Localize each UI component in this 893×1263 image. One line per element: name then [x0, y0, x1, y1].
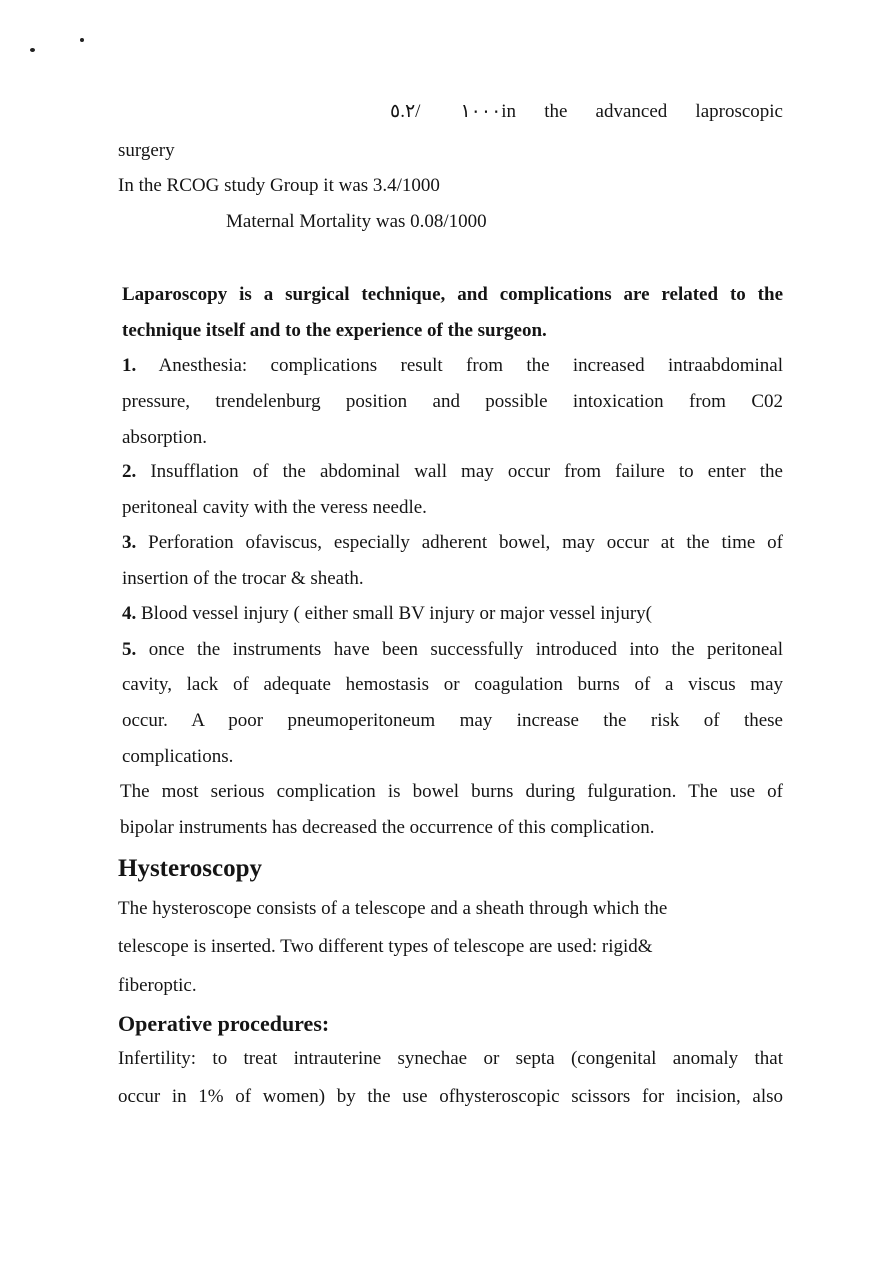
header-text-group — [460, 100, 783, 124]
hysteroscopy-line-1: The hysteroscope consists of a telescope and a sheath through which the — [118, 898, 668, 919]
header-text: in the advanced laproscopic — [501, 101, 783, 122]
item-text: Perforation ofaviscus, especially adherent bowel, may occur at the time of — [148, 532, 783, 553]
lead-line-1: Laparoscopy is a surgical technique, and complications are related to the — [122, 284, 783, 305]
list-item-1-cont: absorption. — [122, 427, 207, 448]
serious-line-2: bipolar instruments has decreased the occurrence of this complication. — [120, 817, 655, 838]
list-item-3-cont: insertion of the trocar & sheath. — [122, 568, 364, 589]
item-number: 2. — [122, 461, 137, 482]
hysteroscopy-line-3: fiberoptic. — [118, 975, 197, 996]
section-heading-operative: Operative procedures: — [118, 1011, 330, 1036]
item-text: Insufflation of the abdominal wall may occur from failure to enter the — [150, 461, 783, 482]
item-number: 5. — [122, 639, 137, 660]
operative-line-1: Infertility: to treat intrauterine synechae or septa (congenital anomaly that — [118, 1048, 783, 1069]
item-number: 1. — [122, 355, 137, 376]
intro-rcog: In the RCOG study Group it was 3.4/1000 — [118, 175, 440, 196]
list-item-1-cont: pressure, trendelenburg position and possible intoxication from C02 — [122, 391, 783, 412]
lead-line-2: technique itself and to the experience of the surgeon. — [122, 320, 547, 341]
list-item-5-cont: occur. A poor pneumoperitoneum may increase the risk of these — [122, 710, 783, 731]
item-number: 4. — [122, 603, 137, 624]
hysteroscopy-line-2: telescope is inserted. Two different types of telescope are used: rigid& — [118, 936, 653, 957]
scan-speck — [30, 48, 35, 52]
list-item-2-cont: peritoneal cavity with the veress needle. — [122, 497, 427, 518]
arabic-number: ١٠٠٠ — [460, 101, 502, 122]
operative-line-2: occur in 1% of women) by the use ofhysteroscopic scissors for incision, also — [118, 1086, 783, 1107]
header-line — [390, 100, 783, 124]
intro-surgery: surgery — [118, 140, 175, 161]
list-item-5-cont: complications. — [122, 746, 234, 767]
list-item-5-cont: cavity, lack of adequate hemostasis or coagulation burns of a viscus may — [122, 674, 783, 695]
arabic-fragment: ٥.٢/ — [390, 101, 421, 122]
item-text: once the instruments have been successfully introduced into the peritoneal — [148, 639, 784, 660]
scan-speck — [80, 38, 84, 42]
list-item-5 — [122, 638, 783, 662]
list-item-1 — [122, 354, 783, 378]
list-item-4 — [122, 602, 787, 626]
list-item-2 — [122, 460, 783, 484]
item-text: Anesthesia: complications result from the increased intraabdominal — [158, 355, 784, 376]
serious-line-1: The most serious complication is bowel burns during fulguration. The use of — [120, 781, 783, 802]
item-text: Blood vessel injury ( either small BV injury or major vessel injury( — [141, 603, 652, 624]
intro-maternal: Maternal Mortality was 0.08/1000 — [226, 211, 487, 232]
section-heading-hysteroscopy: Hysteroscopy — [118, 855, 262, 882]
item-number: 3. — [122, 532, 137, 553]
list-item-3 — [122, 531, 783, 555]
